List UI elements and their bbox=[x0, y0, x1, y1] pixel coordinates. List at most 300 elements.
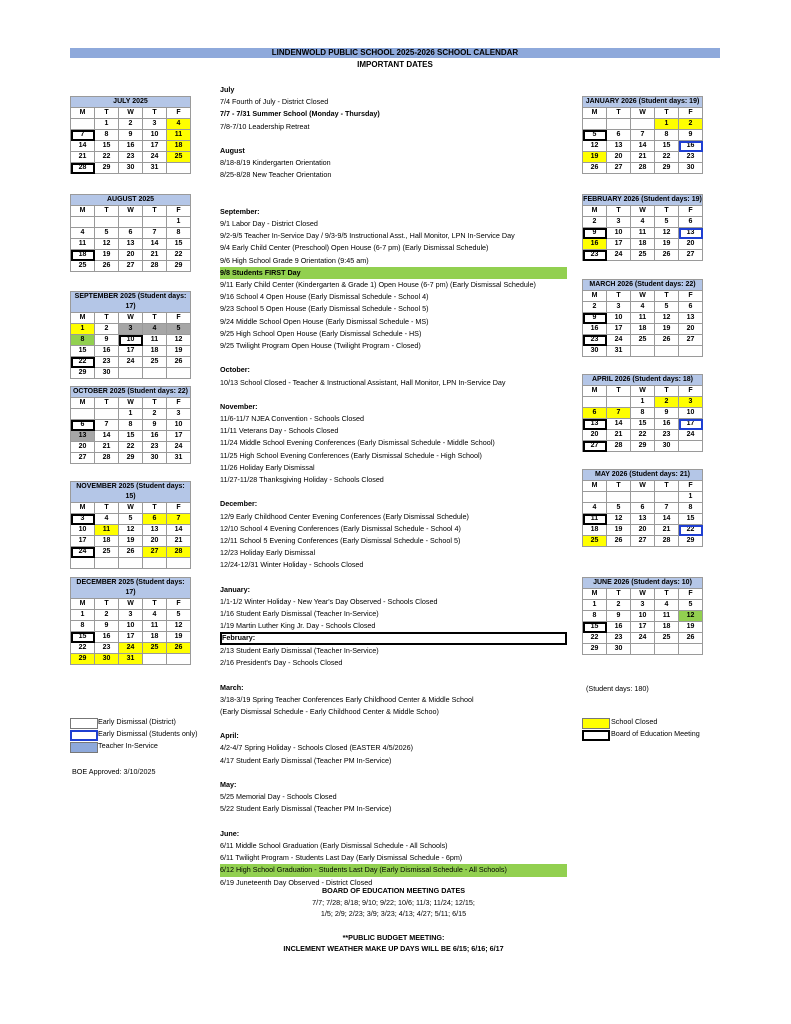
day-cell: 11 bbox=[583, 514, 607, 525]
day-cell: 24 bbox=[71, 547, 95, 558]
month-title: NOVEMBER 2025 (Student days: 15) bbox=[71, 482, 191, 503]
day-cell: 23 bbox=[119, 152, 143, 163]
weekday-label: F bbox=[679, 108, 703, 119]
day-cell: 28 bbox=[95, 453, 119, 464]
day-cell: 10 bbox=[631, 611, 655, 622]
day-cell: 23 bbox=[95, 643, 119, 654]
event-line: January: bbox=[220, 584, 250, 594]
day-cell: 28 bbox=[631, 163, 655, 174]
day-cell bbox=[607, 492, 631, 503]
day-cell: 21 bbox=[167, 536, 191, 547]
weekday-label: T bbox=[655, 291, 679, 302]
day-cell: 22 bbox=[679, 525, 703, 536]
month-title: APRIL 2026 (Student days: 18) bbox=[583, 375, 703, 386]
day-cell: 2 bbox=[607, 600, 631, 611]
month-calendar bbox=[582, 374, 703, 452]
day-cell: 16 bbox=[607, 622, 631, 633]
event-line: 9/2-9/5 Teacher In-Service Day / 9/3-9/5 Instructional Asst., Hall Monitor, LPN In-Service Day bbox=[220, 231, 515, 241]
event-line: 9/1 Labor Day - District Closed bbox=[220, 219, 318, 229]
day-cell: 5 bbox=[655, 302, 679, 313]
day-cell: 11 bbox=[95, 525, 119, 536]
event-line: 12/23 Holiday Early Dismissal bbox=[220, 548, 316, 558]
day-cell: 7 bbox=[167, 514, 191, 525]
day-cell: 7 bbox=[607, 408, 631, 419]
day-cell: 13 bbox=[631, 514, 655, 525]
day-cell: 19 bbox=[607, 525, 631, 536]
event-line: February: bbox=[220, 632, 567, 645]
day-cell: 31 bbox=[607, 346, 631, 357]
weekday-label: T bbox=[607, 291, 631, 302]
month-title: JUNE 2026 (Student days: 10) bbox=[583, 578, 703, 589]
day-cell: 21 bbox=[607, 430, 631, 441]
day-cell: 14 bbox=[71, 141, 95, 152]
event-line: 6/11 Middle School Graduation (Early Dismissal Schedule - All Schools) bbox=[220, 840, 448, 850]
day-cell: 7 bbox=[143, 228, 167, 239]
month-title: JANUARY 2026 (Student days: 19) bbox=[583, 97, 703, 108]
event-line: November: bbox=[220, 401, 258, 411]
weekday-label: F bbox=[167, 313, 191, 324]
day-cell: 12 bbox=[655, 228, 679, 239]
day-cell bbox=[95, 558, 119, 569]
weekday-label: W bbox=[119, 313, 143, 324]
weekday-label: T bbox=[95, 108, 119, 119]
weekday-label: W bbox=[119, 108, 143, 119]
day-cell: 7 bbox=[95, 420, 119, 431]
weekday-label: T bbox=[143, 108, 167, 119]
day-cell: 17 bbox=[119, 632, 143, 643]
weekday-label: T bbox=[607, 206, 631, 217]
day-cell: 4 bbox=[143, 324, 167, 335]
month-calendar bbox=[70, 291, 191, 379]
day-cell: 27 bbox=[71, 453, 95, 464]
weekday-label: F bbox=[679, 481, 703, 492]
day-cell bbox=[679, 644, 703, 655]
day-cell: 31 bbox=[143, 163, 167, 174]
weekday-label: M bbox=[583, 481, 607, 492]
day-cell: 6 bbox=[679, 302, 703, 313]
month-title: FEBRUARY 2026 (Student days: 19) bbox=[583, 195, 703, 206]
day-cell: 24 bbox=[607, 335, 631, 346]
day-cell: 25 bbox=[631, 335, 655, 346]
important-dates-heading: IMPORTANT DATES bbox=[357, 60, 433, 69]
day-cell bbox=[95, 217, 119, 228]
day-cell: 8 bbox=[167, 228, 191, 239]
day-cell: 25 bbox=[71, 261, 95, 272]
day-cell: 26 bbox=[655, 335, 679, 346]
day-cell: 8 bbox=[655, 130, 679, 141]
day-cell: 12 bbox=[119, 525, 143, 536]
board-meeting-dates-2: 1/5; 2/9; 2/23; 3/9; 3/23; 4/13; 4/27; 5/11; 6/15 bbox=[320, 909, 467, 918]
event-line: 4/2-4/7 Spring Holiday - Schools Closed (EASTER 4/5/2026) bbox=[220, 743, 413, 753]
day-cell: 25 bbox=[631, 250, 655, 261]
day-cell: 28 bbox=[143, 261, 167, 272]
event-line: May: bbox=[220, 780, 237, 789]
day-cell: 10 bbox=[71, 525, 95, 536]
day-cell: 1 bbox=[95, 119, 119, 130]
day-cell: 13 bbox=[71, 431, 95, 442]
day-cell: 17 bbox=[71, 536, 95, 547]
day-cell: 17 bbox=[631, 622, 655, 633]
event-line: March: bbox=[220, 682, 244, 692]
day-cell bbox=[167, 654, 191, 665]
month-title: JULY 2025 bbox=[71, 97, 191, 108]
day-cell: 4 bbox=[631, 217, 655, 228]
weekday-label: F bbox=[167, 206, 191, 217]
day-cell: 18 bbox=[631, 239, 655, 250]
day-cell: 29 bbox=[631, 441, 655, 452]
weekday-label: F bbox=[679, 291, 703, 302]
month-calendar bbox=[582, 469, 703, 547]
day-cell bbox=[119, 368, 143, 379]
day-cell: 21 bbox=[655, 525, 679, 536]
day-cell bbox=[119, 558, 143, 569]
day-cell: 22 bbox=[71, 357, 95, 368]
day-cell: 29 bbox=[655, 163, 679, 174]
day-cell: 27 bbox=[631, 536, 655, 547]
event-line: 5/25 Memorial Day - Schools Closed bbox=[220, 792, 337, 802]
day-cell: 27 bbox=[679, 335, 703, 346]
day-cell: 18 bbox=[143, 632, 167, 643]
event-line: 3/18-3/19 Spring Teacher Conferences Early Childhood Center & Middle School bbox=[220, 694, 474, 704]
event-line: 5/22 Student Early Dismissal (Teacher PM In-Service) bbox=[220, 804, 392, 814]
day-cell: 13 bbox=[607, 141, 631, 152]
day-cell: 2 bbox=[119, 119, 143, 130]
inclement-weather-days: INCLEMENT WEATHER MAKE UP DAYS WILL BE 6/15; 6/16; 6/17 bbox=[283, 944, 504, 953]
day-cell bbox=[583, 397, 607, 408]
day-cell: 26 bbox=[167, 357, 191, 368]
day-cell: 10 bbox=[607, 228, 631, 239]
day-cell: 13 bbox=[143, 525, 167, 536]
day-cell: 13 bbox=[119, 239, 143, 250]
event-line: 7/4 Fourth of July - District Closed bbox=[220, 97, 329, 107]
day-cell: 3 bbox=[167, 409, 191, 420]
day-cell: 1 bbox=[583, 600, 607, 611]
event-line: 11/11 Veterans Day - Schools Closed bbox=[220, 426, 339, 436]
day-cell: 22 bbox=[167, 250, 191, 261]
weekday-label: F bbox=[167, 599, 191, 610]
day-cell: 3 bbox=[119, 324, 143, 335]
event-line bbox=[220, 182, 567, 194]
day-cell: 16 bbox=[95, 632, 119, 643]
day-cell: 3 bbox=[143, 119, 167, 130]
day-cell: 23 bbox=[679, 152, 703, 163]
day-cell: 26 bbox=[655, 250, 679, 261]
event-line: December: bbox=[220, 499, 258, 509]
day-cell: 30 bbox=[119, 163, 143, 174]
day-cell: 22 bbox=[95, 152, 119, 163]
event-line: 7/8-7/10 Leadership Retreat bbox=[220, 121, 310, 131]
legend-swatch-board-meeting bbox=[582, 730, 610, 741]
day-cell: 30 bbox=[583, 346, 607, 357]
day-cell: 5 bbox=[583, 130, 607, 141]
event-line bbox=[220, 816, 567, 828]
day-cell: 14 bbox=[655, 514, 679, 525]
day-cell: 7 bbox=[71, 130, 95, 141]
event-line: 11/26 Holiday Early Dismissal bbox=[220, 462, 315, 472]
day-cell: 15 bbox=[119, 431, 143, 442]
day-cell: 12 bbox=[95, 239, 119, 250]
weekday-label: T bbox=[143, 313, 167, 324]
day-cell: 26 bbox=[583, 163, 607, 174]
day-cell: 27 bbox=[607, 163, 631, 174]
day-cell: 16 bbox=[95, 346, 119, 357]
day-cell: 18 bbox=[655, 622, 679, 633]
day-cell: 14 bbox=[95, 431, 119, 442]
day-cell: 4 bbox=[655, 600, 679, 611]
legend-swatch-early-students bbox=[70, 730, 98, 741]
weekday-label: W bbox=[119, 599, 143, 610]
day-cell: 17 bbox=[607, 324, 631, 335]
event-line: August bbox=[220, 145, 245, 155]
month-calendar bbox=[582, 194, 703, 261]
day-cell: 29 bbox=[95, 163, 119, 174]
legend-early-district: Early Dismissal (District) bbox=[98, 717, 176, 726]
event-line: 11/27-11/28 Thanksgiving Holiday - Schools Closed bbox=[220, 475, 384, 484]
event-line: October: bbox=[220, 365, 250, 375]
day-cell: 23 bbox=[95, 357, 119, 368]
event-line: 9/16 School 4 Open House (Early Dismissal Schedule - School 4) bbox=[220, 292, 429, 302]
day-cell: 23 bbox=[143, 442, 167, 453]
event-line: 9/25 Twilight Program Open House (Twilight Program - Closed) bbox=[220, 340, 421, 350]
day-cell: 16 bbox=[655, 419, 679, 430]
day-cell: 16 bbox=[143, 431, 167, 442]
month-calendar bbox=[70, 481, 191, 569]
day-cell: 10 bbox=[607, 313, 631, 324]
day-cell: 30 bbox=[95, 368, 119, 379]
day-cell: 1 bbox=[167, 217, 191, 228]
event-line bbox=[220, 133, 567, 145]
event-line: September: bbox=[220, 206, 260, 216]
event-line bbox=[220, 352, 567, 364]
day-cell bbox=[679, 441, 703, 452]
day-cell: 5 bbox=[607, 503, 631, 514]
day-cell: 13 bbox=[583, 419, 607, 430]
day-cell: 31 bbox=[167, 453, 191, 464]
day-cell: 25 bbox=[143, 643, 167, 654]
day-cell bbox=[95, 409, 119, 420]
weekday-label: W bbox=[119, 398, 143, 409]
event-line: 6/12 High School Graduation - Students Last Day (Early Dismissal Schedule - All Schools) bbox=[220, 864, 567, 876]
day-cell: 9 bbox=[119, 130, 143, 141]
day-cell: 8 bbox=[119, 420, 143, 431]
day-cell: 24 bbox=[631, 633, 655, 644]
event-line bbox=[220, 718, 567, 730]
day-cell: 15 bbox=[167, 239, 191, 250]
day-cell: 19 bbox=[167, 346, 191, 357]
month-title: AUGUST 2025 bbox=[71, 195, 191, 206]
day-cell: 9 bbox=[583, 313, 607, 324]
day-cell bbox=[143, 217, 167, 228]
day-cell: 18 bbox=[71, 250, 95, 261]
event-line: 9/8 Students FIRST Day bbox=[220, 267, 567, 279]
day-cell: 11 bbox=[167, 130, 191, 141]
day-cell: 3 bbox=[607, 217, 631, 228]
day-cell: 22 bbox=[71, 643, 95, 654]
weekday-label: F bbox=[167, 503, 191, 514]
day-cell: 19 bbox=[655, 324, 679, 335]
day-cell: 30 bbox=[655, 441, 679, 452]
day-cell: 6 bbox=[583, 408, 607, 419]
event-line: 12/10 School 4 Evening Conferences (Early Dismissal Schedule - School 4) bbox=[220, 523, 461, 533]
day-cell: 7 bbox=[655, 503, 679, 514]
day-cell: 19 bbox=[95, 250, 119, 261]
weekday-label: M bbox=[583, 108, 607, 119]
day-cell: 14 bbox=[631, 141, 655, 152]
day-cell: 12 bbox=[167, 621, 191, 632]
weekday-label: T bbox=[607, 108, 631, 119]
weekday-label: T bbox=[655, 206, 679, 217]
day-cell bbox=[143, 368, 167, 379]
month-title: SEPTEMBER 2025 (Student days: 17) bbox=[71, 292, 191, 313]
day-cell: 23 bbox=[583, 335, 607, 346]
day-cell: 5 bbox=[679, 600, 703, 611]
day-cell: 20 bbox=[679, 239, 703, 250]
day-cell: 29 bbox=[583, 644, 607, 655]
day-cell: 17 bbox=[119, 346, 143, 357]
day-cell: 13 bbox=[679, 313, 703, 324]
day-cell: 18 bbox=[167, 141, 191, 152]
day-cell: 6 bbox=[607, 130, 631, 141]
public-budget-meeting: **PUBLIC BUDGET MEETING: bbox=[342, 933, 445, 942]
day-cell: 19 bbox=[583, 152, 607, 163]
day-cell: 8 bbox=[583, 611, 607, 622]
board-meeting-title: BOARD OF EDUCATION MEETING DATES bbox=[321, 886, 466, 895]
event-line: 12/9 Early Childhood Center Evening Conferences (Early Dismissal Schedule) bbox=[220, 511, 469, 521]
day-cell: 9 bbox=[679, 130, 703, 141]
weekday-label: F bbox=[167, 398, 191, 409]
day-cell: 8 bbox=[95, 130, 119, 141]
day-cell: 2 bbox=[95, 324, 119, 335]
day-cell: 14 bbox=[607, 419, 631, 430]
event-line: 2/16 President's Day - Schools Closed bbox=[220, 658, 343, 668]
day-cell: 6 bbox=[679, 217, 703, 228]
day-cell: 18 bbox=[143, 346, 167, 357]
day-cell: 22 bbox=[583, 633, 607, 644]
weekday-label: M bbox=[71, 599, 95, 610]
event-line: 1/1-1/2 Winter Holiday - New Year's Day Observed - Schools Closed bbox=[220, 596, 438, 606]
weekday-label: W bbox=[631, 206, 655, 217]
month-title: DECEMBER 2025 (Student days: 17) bbox=[71, 578, 191, 599]
day-cell: 26 bbox=[167, 643, 191, 654]
day-cell: 30 bbox=[679, 163, 703, 174]
weekday-label: T bbox=[143, 206, 167, 217]
day-cell: 1 bbox=[631, 397, 655, 408]
day-cell: 4 bbox=[95, 514, 119, 525]
day-cell: 22 bbox=[631, 430, 655, 441]
weekday-label: M bbox=[583, 386, 607, 397]
day-cell: 2 bbox=[583, 302, 607, 313]
event-line: 12/11 School 5 Evening Conferences (Early Dismissal Schedule - School 5) bbox=[220, 535, 461, 545]
day-cell: 18 bbox=[583, 525, 607, 536]
month-title: MARCH 2026 (Student days: 22) bbox=[583, 280, 703, 291]
day-cell: 20 bbox=[607, 152, 631, 163]
weekday-label: T bbox=[607, 589, 631, 600]
day-cell: 27 bbox=[119, 261, 143, 272]
day-cell: 4 bbox=[583, 503, 607, 514]
event-line: 9/6 High School Grade 9 Orientation (9:45 am) bbox=[220, 255, 369, 265]
day-cell: 29 bbox=[679, 536, 703, 547]
event-line: 9/11 Early Child Center (Kindergarten & Grade 1) Open House (6-7 pm) (Early Dismissal Schedule) bbox=[220, 280, 536, 289]
event-line: 6/19 Juneteenth Day Observed - District Closed bbox=[220, 877, 373, 887]
day-cell: 20 bbox=[679, 324, 703, 335]
day-cell: 21 bbox=[95, 442, 119, 453]
day-cell: 9 bbox=[655, 408, 679, 419]
day-cell bbox=[655, 644, 679, 655]
day-cell: 28 bbox=[607, 441, 631, 452]
day-cell: 20 bbox=[583, 430, 607, 441]
day-cell: 3 bbox=[71, 514, 95, 525]
weekday-label: T bbox=[95, 313, 119, 324]
day-cell: 20 bbox=[631, 525, 655, 536]
day-cell: 5 bbox=[167, 324, 191, 335]
day-cell: 15 bbox=[655, 141, 679, 152]
weekday-label: M bbox=[71, 503, 95, 514]
weekday-label: M bbox=[583, 206, 607, 217]
day-cell: 2 bbox=[143, 409, 167, 420]
day-cell: 3 bbox=[679, 397, 703, 408]
day-cell: 12 bbox=[655, 313, 679, 324]
weekday-label: T bbox=[95, 206, 119, 217]
month-title: MAY 2026 (Student days: 21) bbox=[583, 470, 703, 481]
day-cell: 22 bbox=[119, 442, 143, 453]
legend-swatch-early-district bbox=[70, 718, 98, 729]
day-cell: 15 bbox=[71, 346, 95, 357]
weekday-label: T bbox=[655, 108, 679, 119]
student-days-total: (Student days: 180) bbox=[586, 684, 649, 693]
event-line: 7/7 - 7/31 Summer School (Monday - Thursday) bbox=[220, 109, 380, 119]
day-cell: 28 bbox=[655, 536, 679, 547]
day-cell: 17 bbox=[607, 239, 631, 250]
legend-teacher-inservice: Teacher In-Service bbox=[98, 741, 158, 750]
event-line: 8/18-8/19 Kindergarten Orientation bbox=[220, 158, 331, 168]
day-cell: 13 bbox=[679, 228, 703, 239]
day-cell: 12 bbox=[167, 335, 191, 346]
day-cell bbox=[583, 119, 607, 130]
day-cell: 23 bbox=[583, 250, 607, 261]
day-cell: 9 bbox=[95, 335, 119, 346]
day-cell: 10 bbox=[119, 335, 143, 346]
month-title: OCTOBER 2025 (Student days: 22) bbox=[71, 387, 191, 398]
day-cell: 11 bbox=[143, 335, 167, 346]
day-cell: 29 bbox=[167, 261, 191, 272]
day-cell: 23 bbox=[655, 430, 679, 441]
day-cell: 29 bbox=[71, 368, 95, 379]
event-line: April: bbox=[220, 731, 239, 741]
day-cell: 15 bbox=[95, 141, 119, 152]
day-cell: 9 bbox=[95, 621, 119, 632]
day-cell: 30 bbox=[143, 453, 167, 464]
day-cell: 29 bbox=[119, 453, 143, 464]
day-cell: 4 bbox=[631, 302, 655, 313]
event-line: 11/25 High School Evening Conferences (Early Dismissal Schedule - High School) bbox=[220, 450, 482, 460]
day-cell: 17 bbox=[679, 419, 703, 430]
board-meeting-dates-1: 7/7; 7/28; 8/18; 9/10; 9/22; 10/6; 11/3; 11/24; 12/15; bbox=[312, 898, 475, 907]
day-cell bbox=[71, 119, 95, 130]
day-cell: 31 bbox=[119, 654, 143, 665]
day-cell: 16 bbox=[583, 239, 607, 250]
event-line: (Early Dismissal Schedule - Early Childhood Center & Middle Schoo) bbox=[220, 706, 439, 716]
day-cell: 19 bbox=[655, 239, 679, 250]
day-cell: 1 bbox=[655, 119, 679, 130]
day-cell: 21 bbox=[143, 250, 167, 261]
day-cell bbox=[583, 492, 607, 503]
day-cell: 26 bbox=[607, 536, 631, 547]
weekday-label: M bbox=[71, 206, 95, 217]
legend-swatch-school-closed bbox=[582, 718, 610, 729]
day-cell: 11 bbox=[631, 313, 655, 324]
event-line: 9/25 High School Open House (Early Dismissal Schedule - HS) bbox=[220, 328, 422, 338]
event-line: 11/6-11/7 NJEA Convention - Schools Closed bbox=[220, 414, 364, 424]
